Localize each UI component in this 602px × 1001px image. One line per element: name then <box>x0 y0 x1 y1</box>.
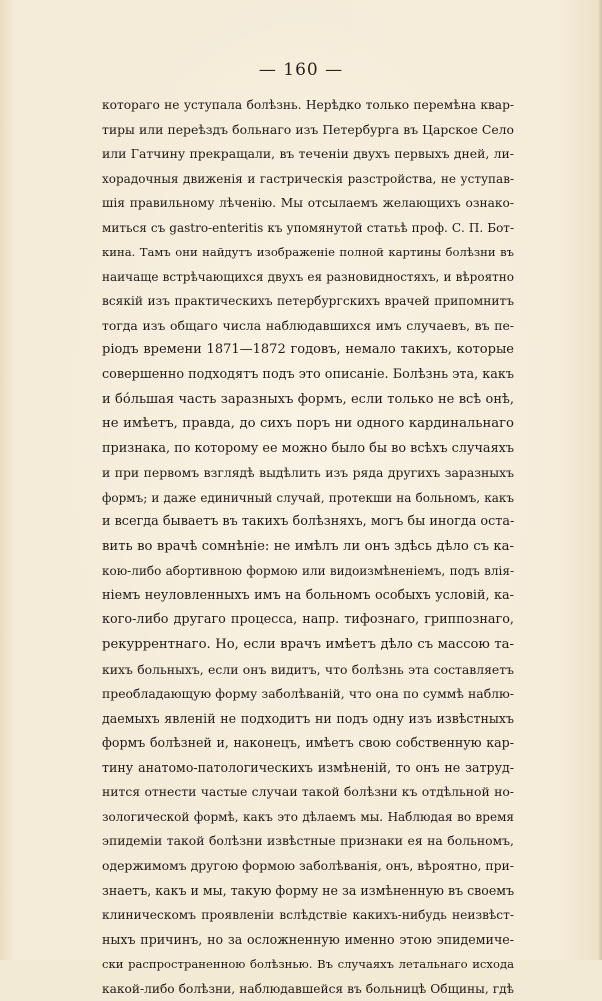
text-line: кою-либо абортивною формою или видоизмѣненіемъ, подъ влія- <box>102 564 514 579</box>
text-line: ніемъ неуловленныхъ имъ на больномъ особыхъ условій, ка- <box>102 587 514 603</box>
text-line: кихъ больныхъ, если онъ видитъ, что болѣзнь эта составляетъ <box>102 661 514 677</box>
text-line: преобладающую форму заболѣваній, что она по суммѣ наблю- <box>102 686 514 702</box>
text-line: тиры или переѣздъ больнаго изъ Петербурга въ Царское Село <box>102 121 514 137</box>
text-line: совершенно подходятъ подъ это описаніе. Болѣзнь эта, какъ <box>102 367 514 383</box>
page-edge-shadow <box>598 0 602 960</box>
text-line: или Гатчину прекращали, въ теченіи двухъ первыхъ дней, ли- <box>102 146 514 162</box>
text-line: и всегда бываетъ въ такихъ болѣзняхъ, могъ бы иногда оста- <box>102 514 514 530</box>
text-line: признака, по которому ее можно было бы во всѣхъ случаяхъ <box>102 440 514 456</box>
body-text <box>102 93 514 1001</box>
text-line: котораго не уступала болѣзнь. Нерѣдко только перемѣна квар- <box>102 98 514 112</box>
text-line: формъ; и даже единичный случай, протекши на больномъ, какъ <box>102 490 514 505</box>
text-line: эпидеміи такой болѣзни извѣстные признаки ея на больномъ, <box>102 833 514 849</box>
text-line: знаетъ, какъ и мы, такую форму не за измѣненную въ своемъ <box>102 882 514 898</box>
text-line: рекуррентнаго. Но, если врачъ имѣетъ дѣло съ массою та- <box>102 637 514 653</box>
text-line: и при первомъ взглядѣ выдѣлить изъ ряда другихъ заразныхъ <box>102 465 514 481</box>
text-line: ныхъ причинъ, но за осложненную именно этою эпидемиче- <box>102 931 514 947</box>
text-line: шія правильному лѣченію. Мы отсылаемъ желающихъ ознако- <box>102 196 514 211</box>
text-line: кого-либо другаго процесса, напр. тифознаго, гриппознаго, <box>102 612 514 628</box>
text-line: и бóльшая часть заразныхъ формъ, если только не всѣ онѣ, <box>102 391 514 407</box>
text-line: нится отнести частые случаи такой болѣзни къ отдѣльной но- <box>102 784 514 800</box>
text-line: одержимомъ другою формою заболѣванія, онъ, вѣроятно, при- <box>102 857 514 873</box>
page-number: — 160 — <box>258 60 344 80</box>
text-line: вить во врачѣ сомнѣніе: не имѣлъ ли онъ здѣсь дѣло съ ка- <box>102 538 514 554</box>
text-line: даемыхъ явленій не подходитъ ни подъ одну изъ извѣстныхъ <box>102 710 514 726</box>
text-line: зологической формѣ, какъ это дѣлаемъ мы. Наблюдая во время <box>102 809 514 824</box>
text-line: не имѣетъ, правда, до сихъ поръ ни одного кардинальнаго <box>102 416 514 432</box>
text-line: наичаще встрѣчающихся двухъ ея разновидностяхъ, и вѣроятно <box>102 269 514 284</box>
text-line: формъ болѣзней и, наконецъ, имѣетъ свою собственную кар- <box>102 735 514 751</box>
text-line: ріодъ времени 1871—1872 годовъ, немало такихъ, которые <box>102 342 514 358</box>
text-line: тогда изъ общаго числа наблюдавшихся имъ случаевъ, въ пе- <box>102 317 514 333</box>
text-line: всякій изъ практическихъ петербургскихъ врачей припомнитъ <box>102 294 514 309</box>
text-line: какой-либо болѣзни, наблюдавшейся въ больницѣ Общины, гдѣ <box>102 981 514 996</box>
text-line: ски распространенною болѣзнью. Въ случаяхъ летальнаго исхода <box>102 957 514 972</box>
text-line: хорадочныя движенія и гастрическія разстройства, не уступав- <box>102 171 514 186</box>
text-line: тину анатомо-патологическихъ измѣненій, то онъ не затруд- <box>102 759 514 775</box>
text-line: клиническомъ проявленіи вслѣдствіе какихъ-нибудь неизвѣст- <box>102 908 514 923</box>
text-line: миться съ gastro-enteritis къ упомянутой статьѣ проф. С. П. Бот- <box>102 220 514 235</box>
text-line: кина. Тамъ они найдутъ изображеніе полной картины болѣзни въ <box>102 245 514 260</box>
